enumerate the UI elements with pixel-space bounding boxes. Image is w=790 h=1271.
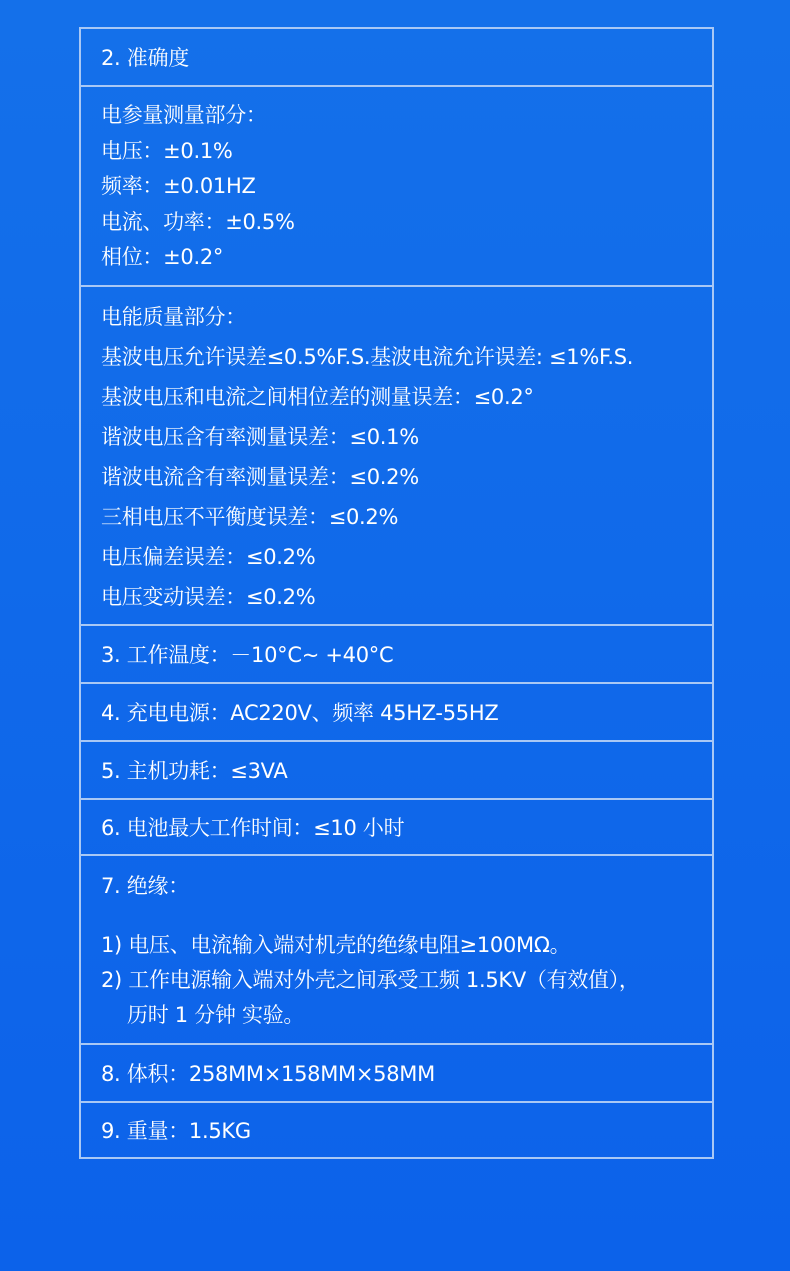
three-phase-unbalance-error: 三相电压不平衡度误差：≤0.2% — [101, 505, 399, 529]
harmonic-voltage-error: 谐波电压含有率测量误差：≤0.1% — [101, 425, 419, 449]
insulation-item-2: 2) 工作电源输入端对外壳之间承受工频 1.5KV（有效值）， — [101, 968, 640, 992]
temperature-row — [81, 624, 712, 682]
weight-row — [81, 1101, 712, 1157]
device-weight: 9. 重量：1.5KG — [101, 1119, 251, 1143]
insulation-item-1: 1) 电压、电流输入端对机壳的绝缘电阻≥100MΩ。 — [101, 933, 571, 957]
power-quality-row — [81, 285, 712, 624]
voltage-accuracy: 电压：±0.1% — [101, 138, 233, 163]
operating-temperature: 3. 工作温度：－10°C~ +40°C — [101, 643, 394, 667]
host-power-consumption: 5. 主机功耗：≤3VA — [101, 759, 288, 783]
fundamental-error: 基波电压允许误差≤0.5%F.S.基波电流允许误差: ≤1%F.S. — [101, 345, 634, 369]
insulation-heading: 7. 绝缘： — [101, 874, 189, 898]
device-volume: 8. 体积：258MM×158MM×58MM — [101, 1062, 435, 1086]
phase-difference-error: 基波电压和电流之间相位差的测量误差：≤0.2° — [101, 385, 534, 409]
phase-accuracy: 相位：±0.2° — [101, 245, 224, 269]
consumption-row — [81, 740, 712, 798]
insulation-spacer — [101, 904, 712, 928]
power-supply-row — [81, 682, 712, 740]
battery-row — [81, 798, 712, 854]
current-power-accuracy: 电流、功率：±0.5% — [101, 209, 295, 234]
voltage-fluctuation-error: 电压变动误差：≤0.2% — [101, 585, 316, 609]
electrical-measurement-heading: 电参量测量部分： — [101, 103, 267, 127]
spec-table — [79, 27, 714, 1159]
accuracy-title: 2. 准确度 — [101, 46, 189, 70]
insulation-item-2-continued: 历时 1 分钟 实验。 — [127, 1003, 305, 1027]
harmonic-current-error: 谐波电流含有率测量误差：≤0.2% — [101, 465, 419, 489]
charging-power-supply: 4. 充电电源：AC220V、频率 45HZ-55HZ — [101, 701, 499, 725]
volume-row — [81, 1043, 712, 1101]
frequency-accuracy: 频率：±0.01HZ — [101, 174, 256, 198]
power-quality-heading: 电能质量部分： — [101, 305, 246, 329]
accuracy-title-row — [81, 29, 712, 85]
insulation-row — [81, 854, 712, 1043]
battery-working-time: 6. 电池最大工作时间：≤10 小时 — [101, 816, 405, 840]
electrical-measurement-row — [81, 85, 712, 285]
voltage-deviation-error: 电压偏差误差：≤0.2% — [101, 545, 316, 569]
